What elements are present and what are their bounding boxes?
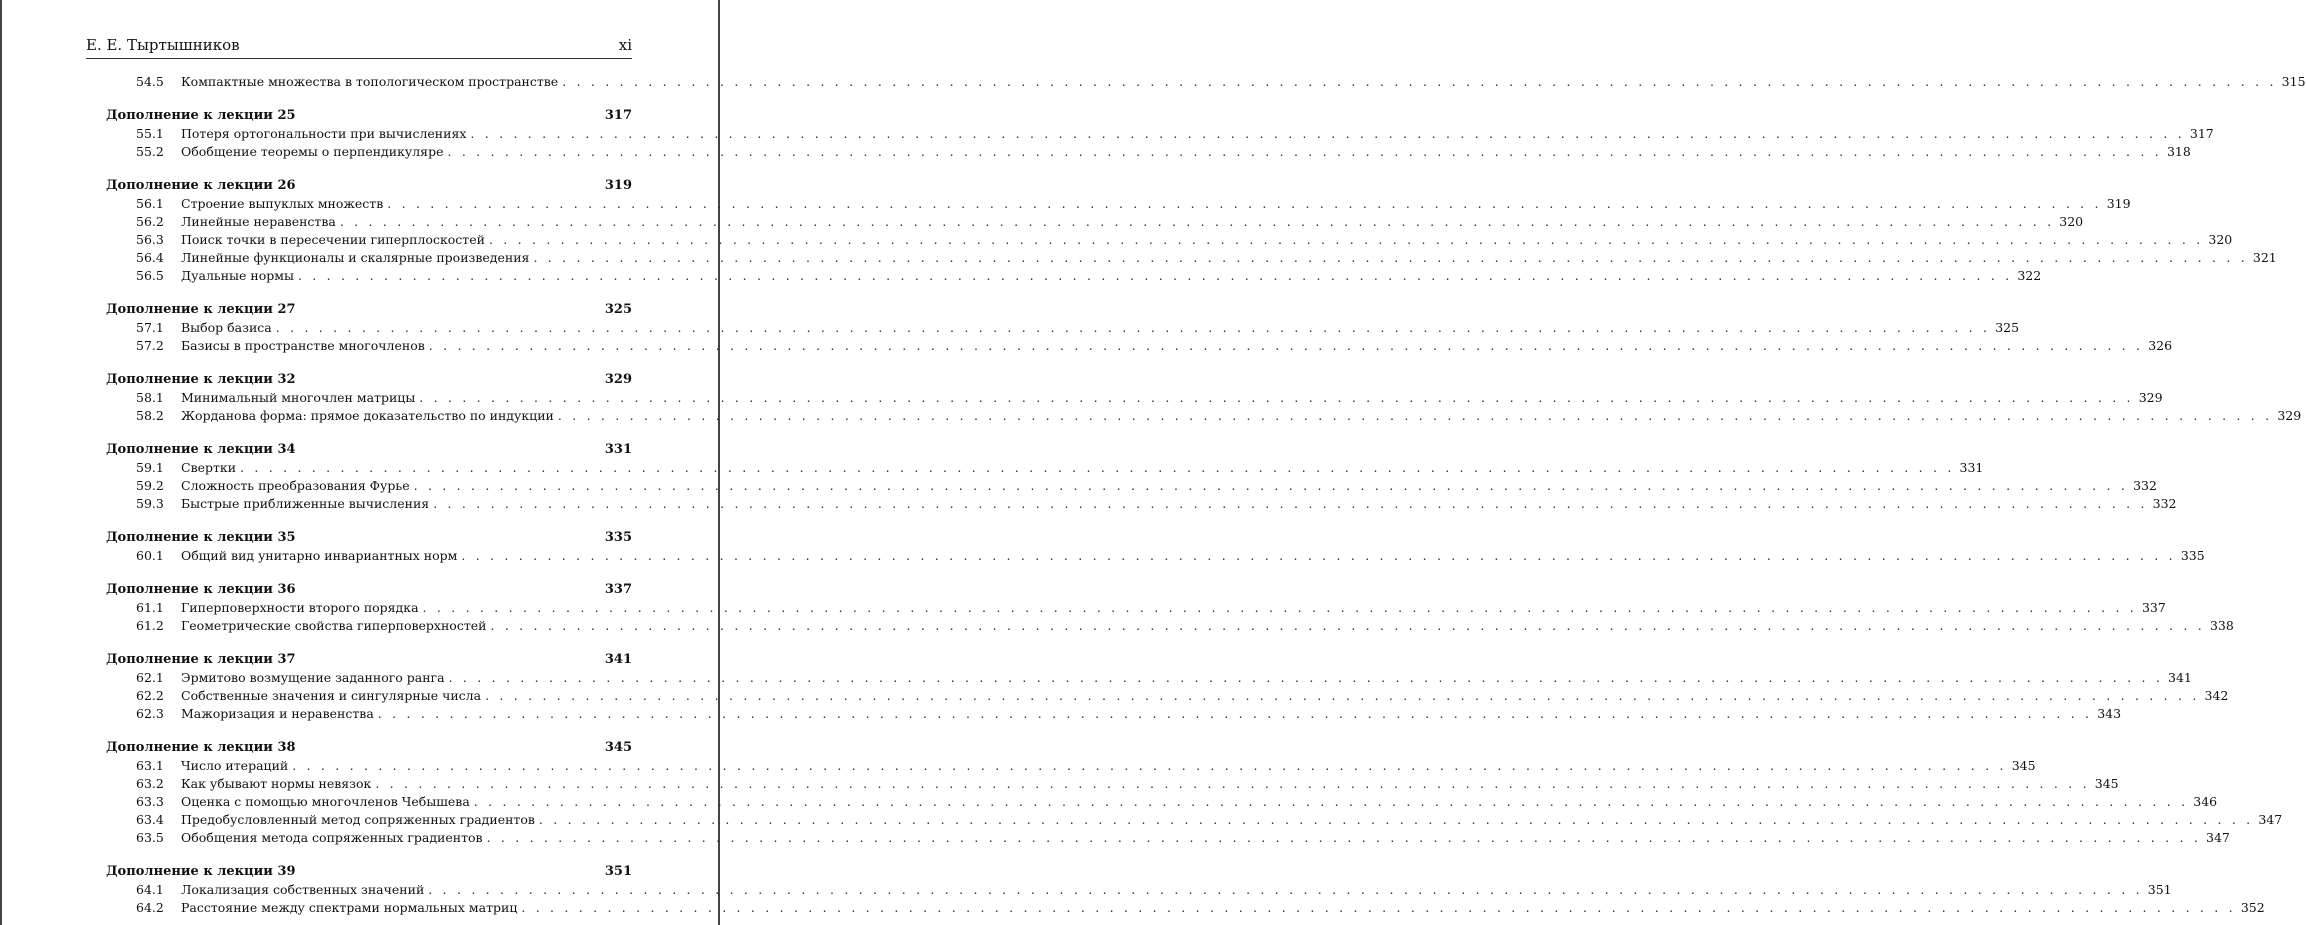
entry-number: 55.2: [136, 144, 164, 159]
entry-page-number: 315: [2281, 74, 2306, 89]
toc-entry[interactable]: [106, 73, 2306, 91]
toc-entry[interactable]: [106, 249, 2277, 267]
entry-page-number: 329: [2277, 408, 2302, 423]
dot-leader: . . . . . . . . . . . . . . . . . . . . . . . . . . . . . . . . . . . . . . . . . . . . . . . . . . . . . . . . . . . . . . . . . . . . . . . . . . . . . . . . . . . . . . . . . . . . . . . . . . . . . . . . . . . . . . . . . . . . . . . .: [562, 74, 2277, 89]
entry-title: Выбор базиса: [181, 320, 272, 335]
entry-number: 56.5: [136, 268, 164, 283]
toc-entry[interactable]: [106, 829, 2230, 847]
toc-section-heading[interactable]: [106, 177, 632, 195]
dot-leader: . . . . . . . . . . . . . . . . . . . . . . . . . . . . . . . . . . . . . . . . . . . . . . . . . . . . . . . . . . . . . . . . . . . . . . . . . . . . . . . . . . . . . . . . . . . . . . . . . . . . . . . . . . . . . . . . . . . . . . . .: [470, 126, 2185, 141]
entry-title: Обобщения метода сопряженных градиентов: [181, 830, 483, 845]
section-page-number: 335: [604, 530, 632, 545]
dot-leader: . . . . . . . . . . . . . . . . . . . . . . . . . . . . . . . . . . . . . . . . . . . . . . . . . . . . . . . . . . . . . . . . . . . . . . . . . . . . . . . . . . . . . . . . . . . . . . . . . . . . . . . . . . . . . . . . . . . . . . . .: [521, 900, 2236, 915]
entry-page-number: 347: [2206, 830, 2230, 845]
entry-number: 63.1: [136, 758, 164, 773]
toc-section-heading[interactable]: [106, 107, 632, 125]
entry-title: Поиск точки в пересечении гиперплоскостей: [181, 232, 485, 247]
entry-page-number: 321: [2252, 250, 2277, 265]
dot-leader: . . . . . . . . . . . . . . . . . . . . . . . . . . . . . . . . . . . . . . . . . . . . . . . . . . . . . . . . . . . . . . . . . . . . . . . . . . . . . . . . . . . . . . . . . . . . . . . . . . . . . . . . . . . . . . . . . . . . . . . .: [377, 706, 2093, 721]
dot-leader: . . . . . . . . . . . . . . . . . . . . . . . . . . . . . . . . . . . . . . . . . . . . . . . . . . . . . . . . . . . . . . . . . . . . . . . . . . . . . . . . . . . . . . . . . . . . . . . . . . . . . . . . . . . . . . . . . . . . . . . .: [275, 320, 1991, 335]
entry-page-number: 332: [2152, 496, 2177, 511]
entry-title: Собственные значения и сингулярные числа: [181, 688, 482, 703]
entry-number: 63.3: [136, 794, 164, 809]
entry-title: Гиперповерхности второго порядка: [181, 600, 419, 615]
entry-page-number: 319: [2106, 196, 2131, 211]
entry-number: 64.1: [136, 882, 164, 897]
header-rule: [86, 58, 632, 59]
entry-page-number: 320: [2208, 232, 2233, 247]
dot-leader: . . . . . . . . . . . . . . . . . . . . . . . . . . . . . . . . . . . . . . . . . . . . . . . . . . . . . . . . . . . . . . . . . . . . . . . . . . . . . . . . . . . . . . . . . . . . . . . . . . . . . . . . . . . . . . . . . . . . . . . .: [488, 232, 2204, 247]
dot-leader: . . . . . . . . . . . . . . . . . . . . . . . . . . . . . . . . . . . . . . . . . . . . . . . . . . . . . . . . . . . . . . . . . . . . . . . . . . . . . . . . . . . . . . . . . . . . . . . . . . . . . . . . . . . . . . . . . . . . . . . .: [447, 144, 2162, 159]
entry-title: Жорданова форма: прямое доказательство по индукции: [181, 408, 554, 423]
dot-leader: . . . . . . . . . . . . . . . . . . . . . . . . . . . . . . . . . . . . . . . . . . . . . . . . . . . . . . . . . . . . . . . . . . . . . . . . . . . . . . . . . . . . . . . . . . . . . . . . . . . . . . . . . . . . . . . . . . . . . . . .: [375, 776, 2090, 791]
entry-number: 60.1: [136, 548, 164, 563]
toc-entry[interactable]: [106, 213, 2084, 231]
toc-entry[interactable]: [106, 319, 2020, 337]
entry-title: Компактные множества в топологическом пространстве: [181, 74, 559, 89]
entry-number: 56.3: [136, 232, 164, 247]
toc-entry[interactable]: [106, 757, 2036, 775]
section-page-number: 341: [604, 652, 632, 667]
entry-number: 57.2: [136, 338, 164, 353]
entry-title: Расстояние между спектрами нормальных матриц: [181, 900, 518, 915]
entry-number: 54.5: [136, 74, 164, 89]
entry-page-number: 326: [2148, 338, 2173, 353]
dot-leader: . . . . . . . . . . . . . . . . . . . . . . . . . . . . . . . . . . . . . . . . . . . . . . . . . . . . . . . . . . . . . . . . . . . . . . . . . . . . . . . . . . . . . . . . . . . . . . . . . . . . . . . . . . . . . . . . . . . . . . . .: [433, 496, 2148, 511]
dot-leader: . . . . . . . . . . . . . . . . . . . . . . . . . . . . . . . . . . . . . . . . . . . . . . . . . . . . . . . . . . . . . . . . . . . . . . . . . . . . . . . . . . . . . . . . . . . . . . . . . . . . . . . . . . . . . . . . . . . . . . . .: [240, 460, 1955, 475]
header-page-number: xi: [618, 36, 632, 54]
entry-number: 55.1: [136, 126, 164, 141]
entry-title: Геометрические свойства гиперповерхностей: [181, 618, 487, 633]
entry-page-number: 338: [2209, 618, 2234, 633]
entry-number: 56.4: [136, 250, 164, 265]
entry-title: Как убывают нормы невязок: [181, 776, 372, 791]
entry-page-number: 317: [2189, 126, 2214, 141]
entry-title: Потеря ортогональности при вычислениях: [181, 126, 467, 141]
section-page-number: 351: [604, 864, 632, 879]
toc-entry[interactable]: [106, 899, 2265, 917]
entry-number: 56.2: [136, 214, 164, 229]
entry-page-number: 342: [2204, 688, 2229, 703]
entry-page-number: 332: [2133, 478, 2157, 493]
toc-entry[interactable]: [106, 477, 2157, 495]
dot-leader: . . . . . . . . . . . . . . . . . . . . . . . . . . . . . . . . . . . . . . . . . . . . . . . . . . . . . . . . . . . . . . . . . . . . . . . . . . . . . . . . . . . . . . . . . . . . . . . . . . . . . . . . . . . . . . . . . . . . . . . .: [387, 196, 2102, 211]
toc-entry[interactable]: [106, 231, 2233, 249]
page-border-left: [0, 0, 2, 925]
toc-section-heading[interactable]: [106, 371, 632, 389]
dot-leader: . . . . . . . . . . . . . . . . . . . . . . . . . . . . . . . . . . . . . . . . . . . . . . . . . . . . . . . . . . . . . . . . . . . . . . . . . . . . . . . . . . . . . . . . . . . . . . . . . . . . . . . . . . . . . . . . . . . . . . . .: [490, 618, 2205, 633]
entry-number: 62.1: [136, 670, 164, 685]
toc-entry[interactable]: [106, 705, 2122, 723]
entry-title: Линейные функционалы и скалярные произведения: [181, 250, 530, 265]
entry-number: 57.1: [136, 320, 164, 335]
dot-leader: . . . . . . . . . . . . . . . . . . . . . . . . . . . . . . . . . . . . . . . . . . . . . . . . . . . . . . . . . . . . . . . . . . . . . . . . . . . . . . . . . . . . . . . . . . . . . . . . . . . . . . . . . . . . . . . . . . . . . . . .: [461, 548, 2176, 563]
section-title: Дополнение к лекции 36: [106, 582, 296, 597]
toc-entry[interactable]: [106, 389, 2163, 407]
entry-number: 56.1: [136, 196, 164, 211]
toc-entry[interactable]: [106, 687, 2229, 705]
entry-number: 59.1: [136, 460, 164, 475]
toc-section-heading[interactable]: [106, 581, 632, 599]
toc-entry[interactable]: [106, 669, 2192, 687]
entry-title: Свертки: [181, 460, 237, 475]
toc-section-heading[interactable]: [106, 529, 632, 547]
toc-entry[interactable]: [106, 195, 2131, 213]
section-page-number: 345: [604, 740, 632, 755]
section-page-number: 317: [604, 108, 632, 123]
toc-entry[interactable]: [106, 811, 2283, 829]
entry-title: Обобщение теоремы о перпендикуляре: [181, 144, 444, 159]
entry-title: Сложность преобразования Фурье: [181, 478, 410, 493]
dot-leader: . . . . . . . . . . . . . . . . . . . . . . . . . . . . . . . . . . . . . . . . . . . . . . . . . . . . . . . . . . . . . . . . . . . . . . . . . . . . . . . . . . . . . . . . . . . . . . . . . . . . . . . . . . . . . . . . . . . . . . . .: [413, 478, 2129, 493]
entry-number: 63.4: [136, 812, 164, 827]
entry-title: Линейные неравенства: [181, 214, 336, 229]
entry-title: Эрмитово возмущение заданного ранга: [181, 670, 445, 685]
dot-leader: . . . . . . . . . . . . . . . . . . . . . . . . . . . . . . . . . . . . . . . . . . . . . . . . . . . . . . . . . . . . . . . . . . . . . . . . . . . . . . . . . . . . . . . . . . . . . . . . . . . . . . . . . . . . . . . . . . . . . . . .: [419, 390, 2134, 405]
toc-entry[interactable]: [106, 337, 2173, 355]
running-header: [86, 36, 632, 56]
entry-page-number: 352: [2240, 900, 2265, 915]
dot-leader: . . . . . . . . . . . . . . . . . . . . . . . . . . . . . . . . . . . . . . . . . . . . . . . . . . . . . . . . . . . . . . . . . . . . . . . . . . . . . . . . . . . . . . . . . . . . . . . . . . . . . . . . . . . . . . . . . . . . . . . .: [538, 812, 2254, 827]
toc-section-heading[interactable]: [106, 863, 632, 881]
entry-page-number: 341: [2168, 670, 2192, 685]
section-title: Дополнение к лекции 25: [106, 108, 296, 123]
entry-page-number: 318: [2166, 144, 2191, 159]
entry-page-number: 346: [2193, 794, 2218, 809]
entry-title: Общий вид унитарно инвариантных норм: [181, 548, 458, 563]
entry-number: 64.2: [136, 900, 164, 915]
toc-section-heading[interactable]: [106, 739, 632, 757]
entry-page-number: 335: [2180, 548, 2205, 563]
toc-entry[interactable]: [106, 459, 1984, 477]
dot-leader: . . . . . . . . . . . . . . . . . . . . . . . . . . . . . . . . . . . . . . . . . . . . . . . . . . . . . . . . . . . . . . . . . . . . . . . . . . . . . . . . . . . . . . . . . . . . . . . . . . . . . . . . . . . . . . . . . . . . . . . .: [428, 882, 2143, 897]
entry-title: Число итераций: [181, 758, 289, 773]
entry-page-number: 343: [2097, 706, 2122, 721]
entry-number: 63.2: [136, 776, 164, 791]
entry-title: Строение выпуклых множеств: [181, 196, 384, 211]
header-author: Е. Е. Тыртышников: [86, 36, 240, 54]
entry-page-number: 345: [2094, 776, 2119, 791]
toc-entry[interactable]: [106, 881, 2172, 899]
entry-page-number: 325: [1995, 320, 2020, 335]
entry-page-number: 345: [2011, 758, 2036, 773]
entry-number: 61.1: [136, 600, 164, 615]
entry-title: Базисы в пространстве многочленов: [181, 338, 425, 353]
entry-number: 58.1: [136, 390, 164, 405]
toc-entry[interactable]: [106, 125, 2214, 143]
entry-title: Локализация собственных значений: [181, 882, 425, 897]
entry-page-number: 322: [2017, 268, 2042, 283]
section-title: Дополнение к лекции 37: [106, 652, 296, 667]
entry-title: Дуальные нормы: [181, 268, 294, 283]
entry-page-number: 329: [2138, 390, 2163, 405]
toc-section-heading[interactable]: [106, 301, 632, 319]
entry-title: Предобусловленный метод сопряженных градиентов: [181, 812, 535, 827]
entry-number: 63.5: [136, 830, 164, 845]
toc-entry[interactable]: [106, 617, 2234, 635]
entry-number: 59.3: [136, 496, 164, 511]
toc-entry[interactable]: [106, 143, 2191, 161]
dot-leader: . . . . . . . . . . . . . . . . . . . . . . . . . . . . . . . . . . . . . . . . . . . . . . . . . . . . . . . . . . . . . . . . . . . . . . . . . . . . . . . . . . . . . . . . . . . . . . . . . . . . . . . . . . . . . . . . . . . . . . . .: [473, 794, 2189, 809]
entry-page-number: 347: [2258, 812, 2283, 827]
dot-leader: . . . . . . . . . . . . . . . . . . . . . . . . . . . . . . . . . . . . . . . . . . . . . . . . . . . . . . . . . . . . . . . . . . . . . . . . . . . . . . . . . . . . . . . . . . . . . . . . . . . . . . . . . . . . . . . . . . . . . . . .: [485, 688, 2200, 703]
section-page-number: 319: [604, 178, 632, 193]
entry-number: 61.2: [136, 618, 164, 633]
entry-title: Мажоризация и неравенства: [181, 706, 374, 721]
section-page-number: 337: [604, 582, 632, 597]
toc-entry[interactable]: [106, 599, 2166, 617]
section-page-number: 325: [604, 302, 632, 317]
entry-number: 59.2: [136, 478, 164, 493]
toc-entry[interactable]: [106, 547, 2205, 565]
entry-page-number: 320: [2059, 214, 2084, 229]
entry-number: 62.2: [136, 688, 164, 703]
dot-leader: . . . . . . . . . . . . . . . . . . . . . . . . . . . . . . . . . . . . . . . . . . . . . . . . . . . . . . . . . . . . . . . . . . . . . . . . . . . . . . . . . . . . . . . . . . . . . . . . . . . . . . . . . . . . . . . . . . . . . . . .: [339, 214, 2055, 229]
entry-title: Минимальный многочлен матрицы: [181, 390, 416, 405]
section-title: Дополнение к лекции 35: [106, 530, 296, 545]
section-title: Дополнение к лекции 34: [106, 442, 296, 457]
entry-page-number: 331: [1959, 460, 1984, 475]
dot-leader: . . . . . . . . . . . . . . . . . . . . . . . . . . . . . . . . . . . . . . . . . . . . . . . . . . . . . . . . . . . . . . . . . . . . . . . . . . . . . . . . . . . . . . . . . . . . . . . . . . . . . . . . . . . . . . . . . . . . . . . .: [533, 250, 2248, 265]
toc-section-heading[interactable]: [106, 651, 632, 669]
dot-leader: . . . . . . . . . . . . . . . . . . . . . . . . . . . . . . . . . . . . . . . . . . . . . . . . . . . . . . . . . . . . . . . . . . . . . . . . . . . . . . . . . . . . . . . . . . . . . . . . . . . . . . . . . . . . . . . . . . . . . . . .: [486, 830, 2202, 845]
section-title: Дополнение к лекции 39: [106, 864, 296, 879]
entry-page-number: 337: [2141, 600, 2166, 615]
entry-title: Оценка с помощью многочленов Чебышева: [181, 794, 470, 809]
dot-leader: . . . . . . . . . . . . . . . . . . . . . . . . . . . . . . . . . . . . . . . . . . . . . . . . . . . . . . . . . . . . . . . . . . . . . . . . . . . . . . . . . . . . . . . . . . . . . . . . . . . . . . . . . . . . . . . . . . . . . . . .: [422, 600, 2137, 615]
dot-leader: . . . . . . . . . . . . . . . . . . . . . . . . . . . . . . . . . . . . . . . . . . . . . . . . . . . . . . . . . . . . . . . . . . . . . . . . . . . . . . . . . . . . . . . . . . . . . . . . . . . . . . . . . . . . . . . . . . . . . . . .: [557, 408, 2273, 423]
section-title: Дополнение к лекции 32: [106, 372, 296, 387]
section-page-number: 329: [604, 372, 632, 387]
entry-number: 62.3: [136, 706, 164, 721]
section-title: Дополнение к лекции 26: [106, 178, 296, 193]
entry-title: Быстрые приближенные вычисления: [181, 496, 430, 511]
toc-entry[interactable]: [106, 267, 2042, 285]
section-title: Дополнение к лекции 27: [106, 302, 296, 317]
dot-leader: . . . . . . . . . . . . . . . . . . . . . . . . . . . . . . . . . . . . . . . . . . . . . . . . . . . . . . . . . . . . . . . . . . . . . . . . . . . . . . . . . . . . . . . . . . . . . . . . . . . . . . . . . . . . . . . . . . . . . . . .: [297, 268, 2013, 283]
entry-page-number: 351: [2147, 882, 2172, 897]
table-of-contents: [106, 73, 2306, 917]
dot-leader: . . . . . . . . . . . . . . . . . . . . . . . . . . . . . . . . . . . . . . . . . . . . . . . . . . . . . . . . . . . . . . . . . . . . . . . . . . . . . . . . . . . . . . . . . . . . . . . . . . . . . . . . . . . . . . . . . . . . . . . .: [448, 670, 2164, 685]
toc-entry[interactable]: [106, 793, 2218, 811]
toc-entry[interactable]: [106, 775, 2119, 793]
section-page-number: 331: [604, 442, 632, 457]
section-title: Дополнение к лекции 38: [106, 740, 296, 755]
dot-leader: . . . . . . . . . . . . . . . . . . . . . . . . . . . . . . . . . . . . . . . . . . . . . . . . . . . . . . . . . . . . . . . . . . . . . . . . . . . . . . . . . . . . . . . . . . . . . . . . . . . . . . . . . . . . . . . . . . . . . . . .: [428, 338, 2144, 353]
dot-leader: . . . . . . . . . . . . . . . . . . . . . . . . . . . . . . . . . . . . . . . . . . . . . . . . . . . . . . . . . . . . . . . . . . . . . . . . . . . . . . . . . . . . . . . . . . . . . . . . . . . . . . . . . . . . . . . . . . . . . . . .: [292, 758, 2007, 773]
toc-entry[interactable]: [106, 495, 2177, 513]
entry-number: 58.2: [136, 408, 164, 423]
toc-entry[interactable]: [106, 407, 2302, 425]
toc-section-heading[interactable]: [106, 441, 632, 459]
